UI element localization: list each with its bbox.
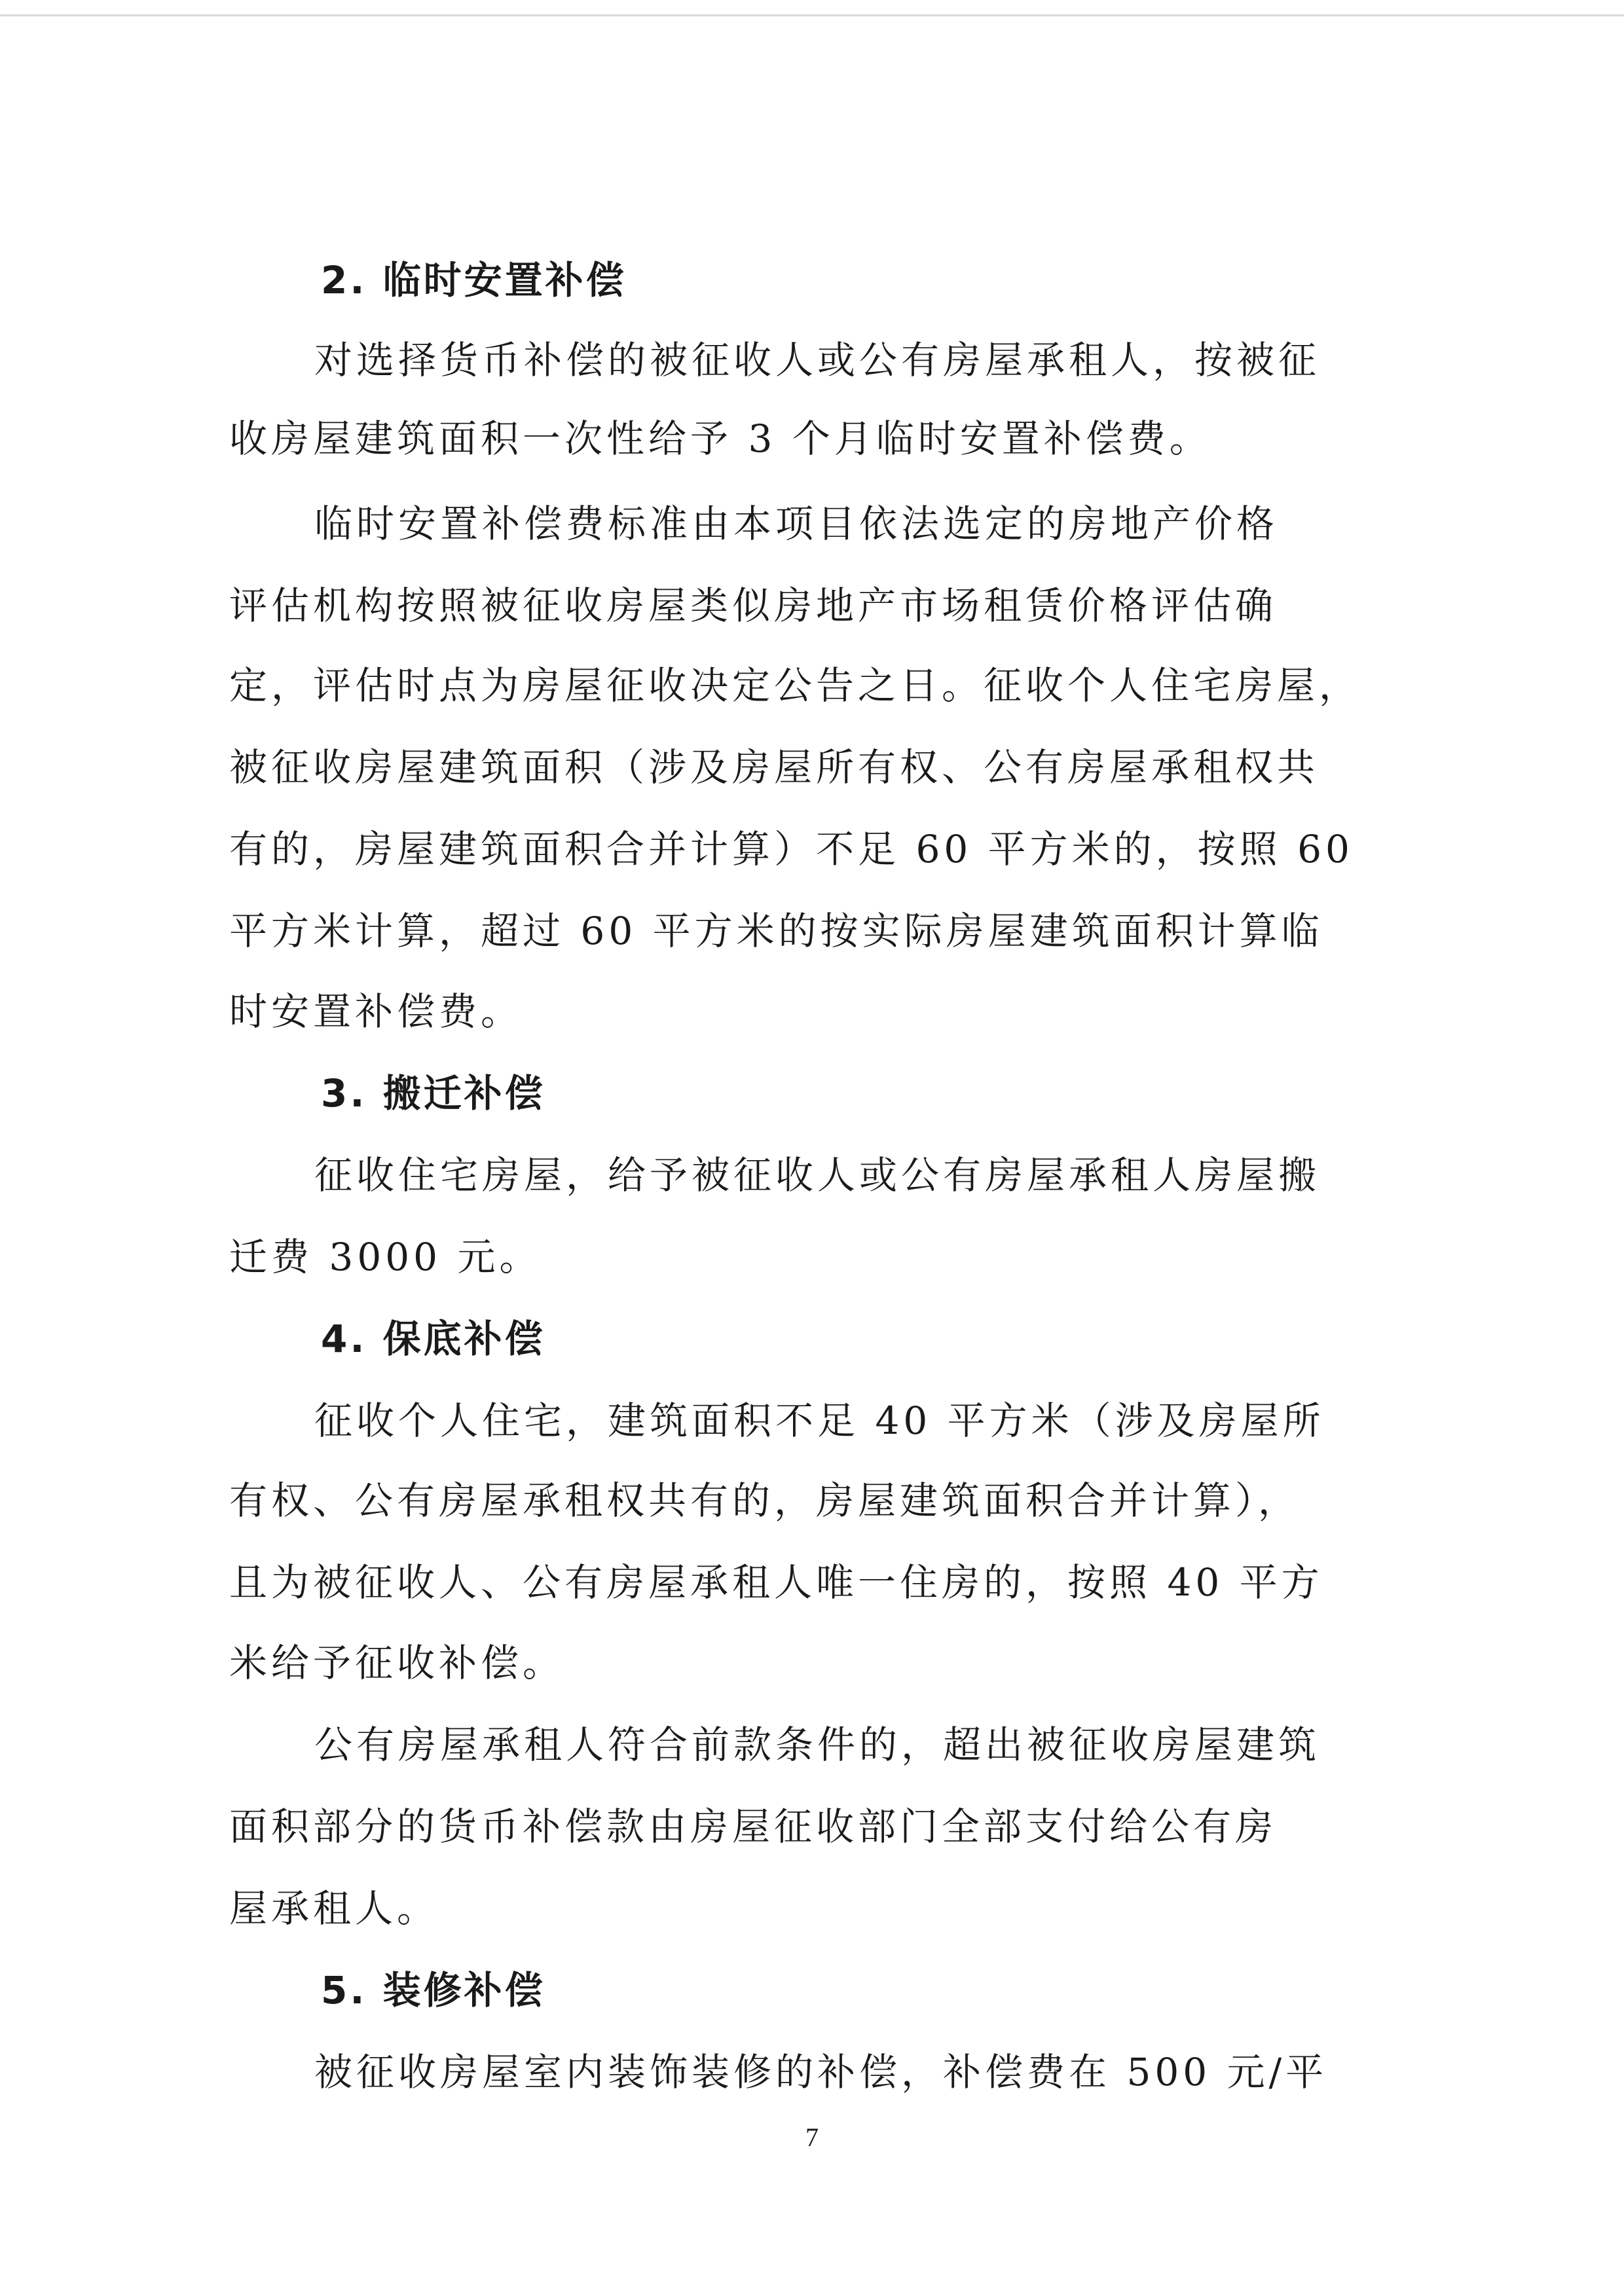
paragraph-line: 面积部分的货币补偿款由房屋征收部门全部支付给公有房 <box>229 1804 1278 1849</box>
paragraph-line: 对选择货币补偿的被征收人或公有房屋承租人，按被征 <box>314 338 1321 382</box>
paragraph-line: 米给予征收补偿。 <box>229 1641 565 1685</box>
page-number: 7 <box>805 2123 819 2152</box>
section-heading-decoration: 5. 装修补偿 <box>321 1968 545 2013</box>
paragraph-line: 且为被征收人、公有房屋承租人唯一住房的，按照 40 平方 <box>229 1560 1323 1605</box>
paragraph-line: 平方米计算，超过 60 平方米的按实际房屋建筑面积计算临 <box>229 909 1323 953</box>
section-heading-relocation: 3. 搬迁补偿 <box>321 1071 545 1116</box>
paragraph-line: 征收个人住宅，建筑面积不足 40 平方米（涉及房屋所 <box>314 1398 1325 1443</box>
paragraph-line: 时安置补偿费。 <box>229 989 523 1034</box>
paragraph-line: 临时安置补偿费标准由本项目依法选定的房地产价格 <box>314 501 1279 546</box>
paragraph-line: 收房屋建筑面积一次性给予 3 个月临时安置补偿费。 <box>229 416 1211 461</box>
paragraph-line: 被征收房屋室内装饰装修的补偿，补偿费在 500 元/平 <box>314 2050 1328 2094</box>
paragraph-line: 公有房屋承租人符合前款条件的，超出被征收房屋建筑 <box>314 1722 1321 1767</box>
paragraph-line: 屋承租人。 <box>229 1886 439 1931</box>
paragraph-line: 有权、公有房屋承租权共有的，房屋建筑面积合并计算）， <box>229 1478 1301 1523</box>
scan-edge-line <box>0 14 1624 16</box>
section-heading-minimum-guarantee: 4. 保底补偿 <box>321 1317 545 1361</box>
paragraph-line: 被征收房屋建筑面积（涉及房屋所有权、公有房屋承租权共 <box>229 745 1320 790</box>
section-heading-temporary-resettlement: 2. 临时安置补偿 <box>321 258 627 302</box>
paragraph-line: 定，评估时点为房屋征收决定公告之日。征收个人住宅房屋， <box>229 663 1361 708</box>
paragraph-line: 有的，房屋建筑面积合并计算）不足 60 平方米的，按照 60 <box>229 827 1354 871</box>
paragraph-line: 评估机构按照被征收房屋类似房地产市场租赁价格评估确 <box>229 583 1278 628</box>
paragraph-line: 征收住宅房屋，给予被征收人或公有房屋承租人房屋搬 <box>314 1153 1321 1197</box>
paragraph-line: 迁费 3000 元。 <box>229 1235 542 1279</box>
